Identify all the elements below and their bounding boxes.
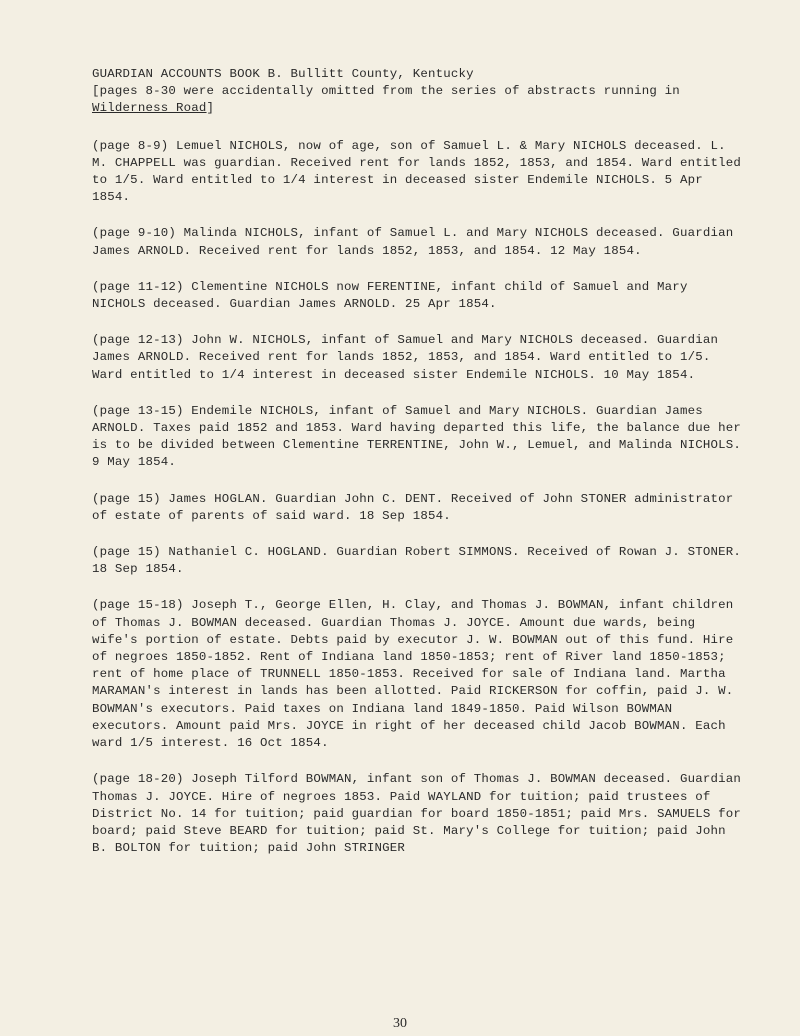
entry-page-15-hoglan: (page 15) James HOGLAN. Guardian John C. DENT. Received of John STONER administrator of estate of parents of said ward. 18 Sep 1854. (92, 491, 734, 523)
entry-page-15-hogland: (page 15) Nathaniel C. HOGLAND. Guardian Robert SIMMONS. Received of Rowan J. STONER. 18 Sep 1854. (92, 545, 742, 577)
document-body (92, 66, 747, 876)
header-note-prefix: [pages 8-30 were accidentally omitted from the series of abstracts running in (92, 84, 680, 99)
entry-page-15-18: (page 15-18) Joseph T., George Ellen, H. Clay, and Thomas J. BOWMAN, infant children of Thomas J. BOWMAN deceased. Guardian Thomas J. JOYCE. Amount due wards, being wife's portion of estate. Debts paid by executor J. W. BOWMAN out of this fund. Hire of negroes 1850-1852. Rent of Indiana land 1850-1853; rent of River land 1850-1853; rent of home place of TRUNNELL 1850-1853. Received for sale of Indiana land. Martha MARAMAN's interest in lands has been allotted. Paid RICKERSON for coffin, paid J. W. BOWMAN's executors. Paid taxes on Indiana land 1849-1850. Paid Wilson BOWMAN executors. Amount paid Mrs. JOYCE in right of her deceased child Jacob BOWMAN. Each ward 1/5 interest. 16 Oct 1854. (92, 598, 734, 751)
header-title: GUARDIAN ACCOUNTS BOOK B. Bullitt County, Kentucky (92, 67, 474, 81)
entry-page-9-10: (page 9-10) Malinda NICHOLS, infant of Samuel L. and Mary NICHOLS deceased. Guardian James ARNOLD. Received rent for lands 1852, 1853, and 1854. 12 May 1854. (92, 226, 734, 258)
page-number: 30 (393, 1016, 407, 1031)
entry-page-13-15: (page 13-15) Endemile NICHOLS, infant of Samuel and Mary NICHOLS. Guardian James ARNOLD. Taxes paid 1852 and 1853. Ward having departed this life, the balance due her is to be divided between Clementine TERRENTINE, John W., Lemuel, and Malinda NICHOLS. 9 May 1854. (92, 403, 742, 470)
wilderness-road-reference: Wilderness Road (92, 101, 207, 116)
entry-page-11-12: (page 11-12) Clementine NICHOLS now FERENTINE, infant child of Samuel and Mary NICHOLS deceased. Guardian James ARNOLD. 25 Apr 1854. (92, 279, 688, 312)
entry-page-8-9: (page 8-9) Lemuel NICHOLS, now of age, son of Samuel L. & Mary NICHOLS deceased. L. M. CHAPPELL was guardian. Received rent for lands 1852, 1853, and 1854. Ward entitled to 1/5. Ward entitled to 1/4 interest in deceased sister Endemile NICHOLS. 5 Apr 1854. (92, 138, 742, 205)
entry-page-12-13: (page 12-13) John W. NICHOLS, infant of Samuel and Mary NICHOLS deceased. Guardian James ARNOLD. Received rent for lands 1852, 1853, and 1854. Ward entitled to 1/5. Ward entitled to 1/4 interest in deceased sister Endemile NICHOLS. 10 May 1854. (92, 333, 719, 382)
header-note-suffix: ] (206, 101, 215, 116)
entry-page-18-20: (page 18-20) Joseph Tilford BOWMAN, infant son of Thomas J. BOWMAN deceased. Guardian Thomas J. JOYCE. Hire of negroes 1853. Paid WAYLAND for tuition; paid trustees of District No. 14 for tuition; paid guardian for board 1850-1851; paid Mrs. SAMUELS for board; paid Steve BEARD for tuition; paid St. Mary's College for tuition; paid John B. BOLTON for tuition; paid John STRINGER (92, 772, 742, 856)
document-header (92, 66, 747, 118)
